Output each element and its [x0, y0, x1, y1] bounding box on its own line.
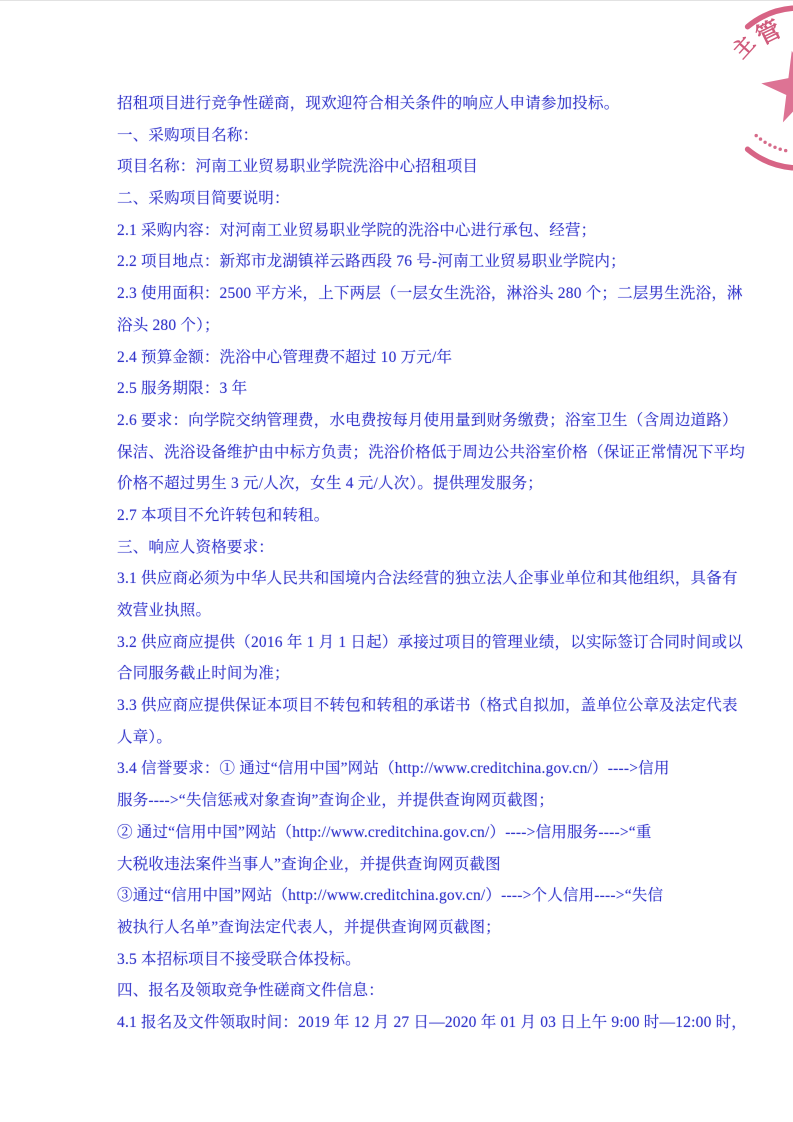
stamp-character-zhu: 主: [727, 31, 760, 64]
seal-ring-bottom-arc: [748, 149, 793, 168]
scan-edge-artifact: [0, 0, 793, 1]
text-line: 浴头 280 个）；: [117, 316, 220, 334]
stamp-character-guan: 管: [752, 16, 786, 51]
text-line: 三、响应人资格要求：: [117, 538, 275, 556]
star-icon: [761, 51, 793, 123]
text-line: 项目名称：河南工业贸易职业学院洗浴中心招租项目: [117, 158, 479, 176]
document-body-text: [117, 88, 747, 1039]
stamp-serial-dots: [755, 134, 788, 152]
text-line: 四、报名及领取竞争性磋商文件信息：: [117, 982, 384, 1000]
text-line: 3.4 信誉要求：① 通过“信用中国”网站（http://www.creditchina.gov.cn/）---->信用: [117, 760, 670, 778]
text-line: 3.5 本招标项目不接受联合体投标。: [117, 950, 361, 968]
text-line: 一、采购项目名称：: [117, 126, 259, 144]
official-seal-graphic: [692, 0, 793, 180]
text-line: 价格不超过男生 3 元/人次，女生 4 元/人次）。提供理发服务；: [117, 475, 543, 493]
text-line: 3.2 供应商应提供（2016 年 1 月 1 日起）承接过项目的管理业绩，以实际签订合同时间或以: [117, 633, 743, 651]
text-line: 2.1 采购内容：对河南工业贸易职业学院的洗浴中心进行承包、经营；: [117, 221, 597, 239]
text-line: ② 通过“信用中国”网站（http://www.creditchina.gov.cn/）---->信用服务---->“重: [117, 823, 652, 841]
text-line: 被执行人名单”查询法定代表人，并提供查询网页截图；: [117, 918, 501, 936]
text-line: ③通过“信用中国”网站（http://www.creditchina.gov.cn/）---->个人信用---->“失信: [117, 887, 664, 905]
text-line: 2.3 使用面积：2500 平方米，上下两层（一层女生洗浴，淋浴头 280 个；二层男生洗浴，淋: [117, 285, 743, 303]
text-line: 2.6 要求：向学院交纳管理费，水电费按每月使用量到财务缴费；浴室卫生（含周边道路）: [117, 411, 738, 429]
text-line: 2.4 预算金额：洗浴中心管理费不超过 10 万元/年: [117, 348, 453, 366]
text-line: 2.7 本项目不允许转包和转租。: [117, 506, 330, 524]
text-line: 保洁、洗浴设备维护由中标方负责；洗浴价格低于周边公共浴室价格（保证正常情况下平均: [117, 443, 746, 461]
text-line: 大税收违法案件当事人”查询企业，并提供查询网页截图: [117, 855, 501, 873]
text-line: 2.2 项目地点：新郑市龙湖镇祥云路西段 76 号-河南工业贸易职业学院内；: [117, 253, 626, 271]
text-line: 服务---->“失信惩戒对象查询”查询企业，并提供查询网页截图；: [117, 792, 555, 810]
text-line: 2.5 服务期限：3 年: [117, 380, 248, 398]
official-seal-stamp: [692, 0, 793, 180]
text-line: 人章）。: [117, 728, 173, 746]
text-line: 合同服务截止时间为准；: [117, 665, 290, 683]
seal-ring-top-arc: [748, 8, 793, 27]
text-line: 二、采购项目简要说明：: [117, 190, 290, 208]
text-line: 4.1 报名及文件领取时间：2019 年 12 月 27 日—2020 年 01 月 03 日上午 9:00 时—12:00 时，: [117, 1013, 747, 1031]
text-line: 效营业执照。: [117, 602, 212, 619]
text-line: 招租项目进行竞争性磋商，现欢迎符合相关条件的响应人申请参加投标。: [117, 95, 620, 112]
text-line: 3.1 供应商必须为中华人民共和国境内合法经营的独立法人企事业单位和其他组织，具备有: [117, 570, 738, 588]
text-line: 3.3 供应商应提供保证本项目不转包和转租的承诺书（格式自拟加，盖单位公章及法定代表: [117, 697, 738, 715]
